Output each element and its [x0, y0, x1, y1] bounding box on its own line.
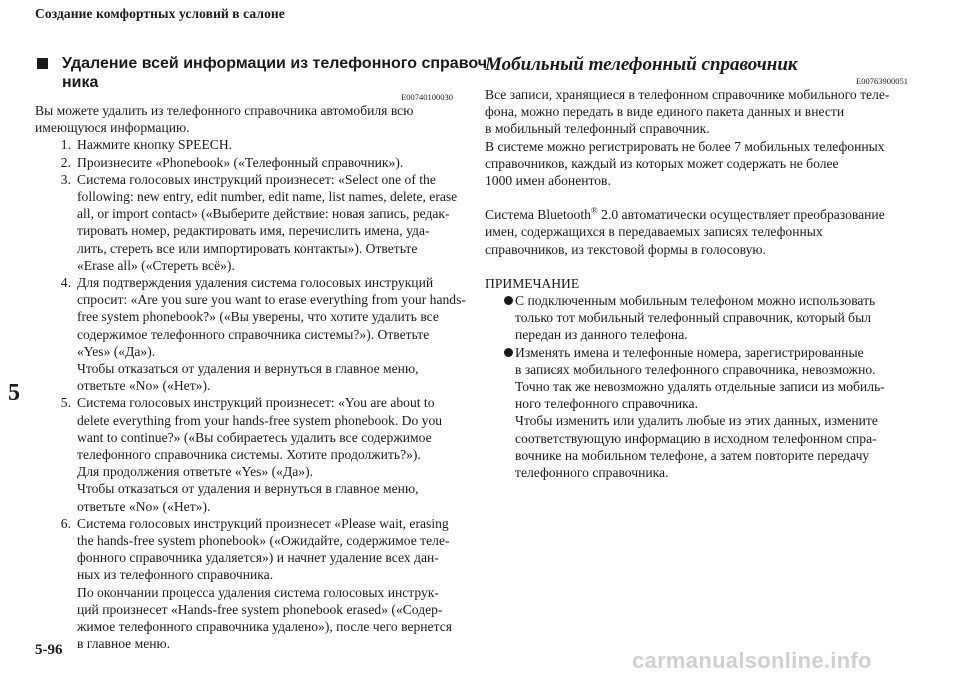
text-line: справочников, из текстовой формы в голосовую.: [485, 241, 766, 257]
step-text: [77, 171, 457, 274]
step-number: 3.: [60, 171, 71, 187]
text-line: в главное меню.: [77, 636, 171, 652]
text-line: Вы можете удалить из телефонного справочника автомобиля всю: [35, 103, 414, 118]
text-line: 1000 имен абонентов.: [485, 173, 611, 189]
watermark: carmanualsonline.info: [632, 648, 872, 673]
text-line: жимое телефонного справочника удалено»), после чего вернется: [77, 619, 452, 635]
text-line: Чтобы изменить или удалить любые из этих данных, измените: [515, 413, 878, 429]
list-item: [35, 136, 455, 153]
list-item: [35, 171, 458, 274]
bullet-dot-icon: [504, 348, 513, 357]
step-text: [77, 394, 455, 514]
text-line: want to continue?» («Вы собираетесь удалить все содержимое: [77, 429, 432, 445]
text-line: Изменять имена и телефонные номера, зарегистрированные: [515, 344, 864, 360]
section-heading-text: [62, 54, 487, 92]
text-line: Точно так же невозможно удалять отдельные записи из мобиль-: [515, 379, 885, 395]
text-line: ций произнесет «Hands-free system phonebook erased» («Содер-: [77, 601, 443, 617]
note-title: ПРИМЕЧАНИЕ: [485, 275, 580, 291]
step-text: [77, 274, 466, 394]
text-line: Для подтверждения удаления система голосовых инструкций: [77, 275, 434, 291]
text-line: фонного справочника удаляется») и начнет удаление всех дан-: [77, 550, 439, 566]
text-line: фона, можно передать в виде единого пакета данных и внести: [485, 104, 845, 120]
text-line: соответствующую информацию в исходном телефонном спра-: [515, 430, 877, 446]
text-line: Чтобы отказаться от удаления и вернуться в главное меню,: [77, 361, 419, 377]
square-bullet-icon: [37, 58, 48, 69]
text-line: лить, стереть все или импортировать контакты»). Ответьте: [77, 240, 418, 256]
note-item: [485, 292, 910, 344]
text-line: телефонного справочника системы. Хотите продолжить?»).: [77, 447, 421, 463]
text-line: в мобильный телефонный справочник.: [485, 121, 710, 137]
text-line: following: new entry, edit number, edit name, list names, delete, erase: [77, 189, 458, 205]
note-text: [515, 344, 885, 482]
text-line: передан из данного телефона.: [515, 327, 688, 343]
bullet-dot-icon: [504, 296, 513, 305]
text-line: В системе можно регистрировать не более 7 мобильных телефонных: [485, 138, 885, 154]
step-number: 4.: [60, 275, 71, 291]
intro-paragraph: [35, 102, 455, 136]
text-line: Для продолжения ответьте «Yes» («Да»).: [77, 464, 313, 480]
registered-mark: ®: [590, 205, 598, 216]
text-line: С подключенным мобильным телефоном можно использовать: [515, 293, 876, 309]
text-line: тировать номер, редактировать имя, перечислить имена, уда-: [77, 223, 430, 239]
text-line: ответьте «No» («Нет»).: [77, 498, 211, 514]
text-line: Нажмите кнопку SPEECH.: [77, 137, 233, 153]
text-line: free system phonebook?» («Вы уверены, что хотите удалить все: [77, 309, 439, 325]
text-line: delete everything from your hands-free system phonebook. Do you: [77, 412, 443, 428]
step-text: [77, 515, 455, 653]
page-number: 5-96: [35, 642, 63, 658]
step-number: 1.: [60, 137, 71, 153]
text-line: содержимое телефонного справочника системы?»). Ответьте: [77, 326, 430, 342]
left-column: [35, 54, 487, 653]
text-line: вочнике на мобильном телефоне, а затем повторите передачу: [515, 447, 870, 463]
text-line: Произнесите «Phonebook» («Телефонный справочник»).: [77, 154, 404, 170]
section-code: E00763900051: [856, 76, 908, 86]
list-item: [35, 154, 455, 171]
bluetooth-name: Система Bluetooth: [485, 207, 591, 223]
chapter-number: 5: [8, 380, 20, 406]
notes-list: [485, 292, 910, 481]
step-number: 5.: [60, 395, 71, 411]
paragraph-transfer: [485, 86, 910, 189]
text-line: спросит: «Are you sure you want to erase everything from your hands-: [77, 292, 466, 308]
list-item: [35, 394, 455, 514]
text-line: только тот мобильный телефонный справочник, который был: [515, 310, 871, 326]
text-line: all, or import contact» («Выберите действие: новая запись, редак-: [77, 206, 450, 222]
text-line: Все записи, хранящиеся в телефонном справочнике мобильного теле-: [485, 87, 890, 102]
step-text: [77, 154, 455, 171]
text-line: Система голосовых инструкций произнесет: «You are about to: [77, 395, 435, 411]
text-line: имен, содержащихся в передаваемых записях телефонных: [485, 224, 823, 240]
text-line: По окончании процесса удаления система голосовых инструк-: [77, 584, 439, 600]
text-line: Удаление всей информации из телефонного справоч: [62, 55, 487, 72]
note-item: [485, 344, 910, 482]
text-line: ных из телефонного справочника.: [77, 567, 274, 583]
text-line: телефонного справочника.: [515, 465, 669, 481]
text-line: ответьте «No» («Нет»).: [77, 378, 211, 394]
text-line: the hands-free system phonebook» («Ожидайте, содержимое теле-: [77, 533, 450, 549]
note-text: [515, 292, 875, 344]
bluetooth-line: [485, 206, 910, 223]
text-line: «Erase all» («Стереть всё»).: [77, 257, 235, 273]
paragraph-bluetooth: [485, 223, 910, 257]
section-code: E00740100030: [401, 92, 453, 102]
step-number: 6.: [60, 515, 71, 531]
text-line: Чтобы отказаться от удаления и вернуться в главное меню,: [77, 481, 419, 497]
steps-list: [35, 136, 466, 652]
bluetooth-rest: 2.0 автоматически осуществляет преобразование: [597, 207, 885, 223]
list-item: [35, 274, 466, 394]
list-item: [35, 515, 455, 653]
text-line: «Yes» («Да»).: [77, 343, 156, 359]
running-header: Создание комфортных условий в салоне: [35, 6, 285, 21]
text-line: имеющуюся информацию.: [35, 120, 190, 136]
text-line: ного телефонного справочника.: [515, 396, 698, 412]
text-line: Система голосовых инструкций произнесет «Please wait, erasing: [77, 515, 449, 531]
text-line: в записях мобильного телефонного справочника, невозможно.: [515, 361, 876, 377]
section-heading-delete-all: [35, 54, 487, 92]
right-column: [485, 54, 910, 481]
step-text: [77, 136, 455, 153]
section-heading-mobile-phonebook: Мобильный телефонный справочник: [485, 54, 798, 75]
step-number: 2.: [60, 154, 71, 170]
text-line: справочников, каждый из которых может содержать не более: [485, 155, 839, 171]
text-line: Система голосовых инструкций произнесет: «Select one of the: [77, 171, 436, 187]
text-line: ника: [62, 74, 99, 91]
